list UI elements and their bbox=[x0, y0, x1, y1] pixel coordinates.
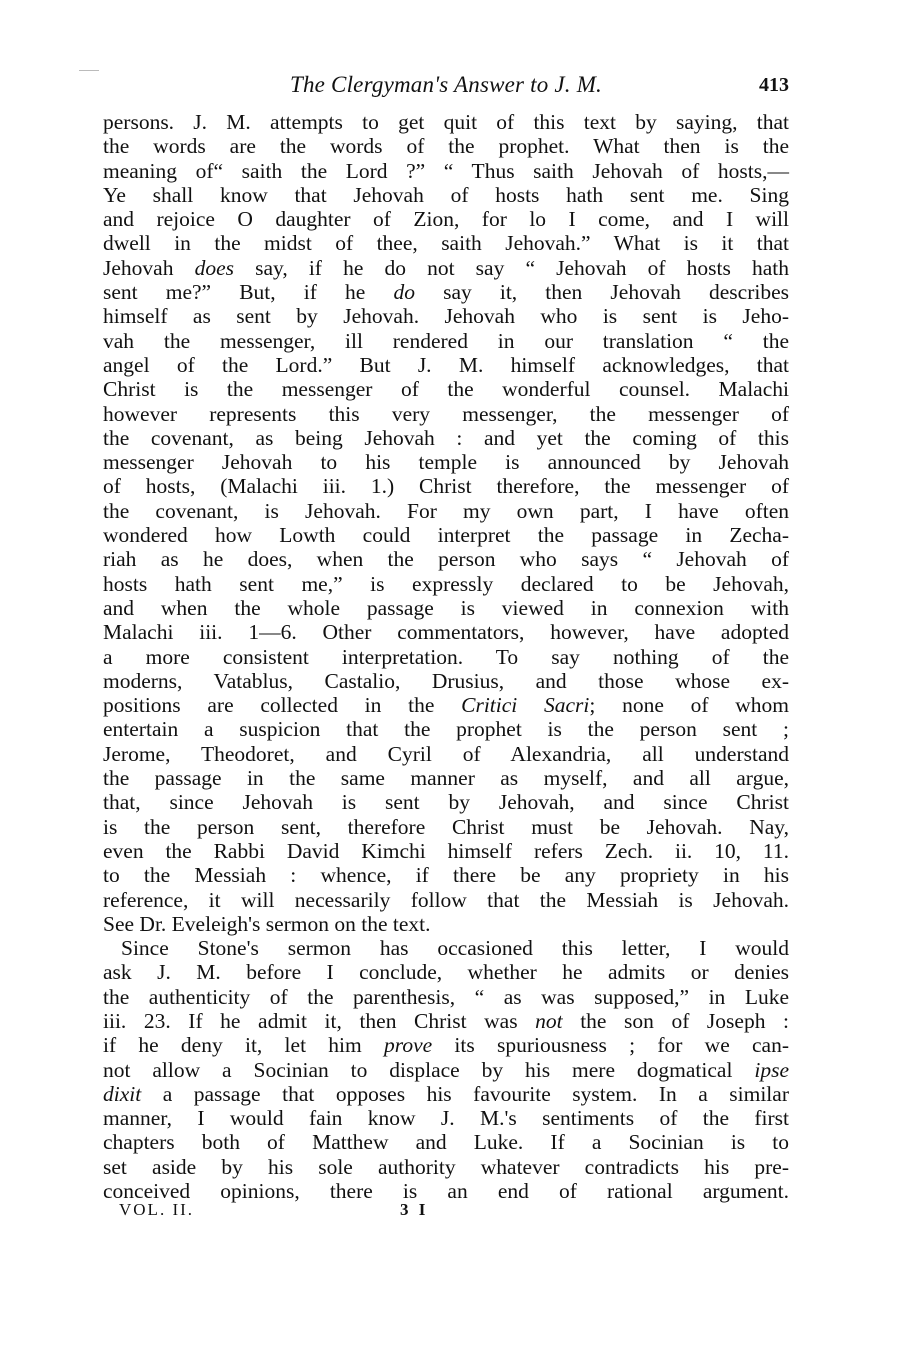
scan-artifact-line bbox=[79, 70, 99, 71]
text-line: the authenticity of the parenthesis, “ as was supposed,” in Luke bbox=[103, 984, 789, 1009]
page-footer bbox=[103, 1200, 789, 1224]
text-run: say, if he do not say “ Jehovah of hosts hath bbox=[233, 255, 789, 280]
text-line: entertain a suspicion that the prophet is the person sent ; bbox=[103, 717, 789, 742]
text-line: himself as sent by Jehovah. Jehovah who is sent is Jeho- bbox=[103, 304, 789, 329]
text-run: positions are collected in the bbox=[103, 693, 462, 718]
text-line bbox=[103, 280, 789, 304]
text-run: if he deny it, let him bbox=[103, 1033, 384, 1058]
text-line bbox=[103, 693, 789, 717]
text-line: Since Stone's sermon has occasioned this letter, I would bbox=[121, 936, 789, 961]
text-line bbox=[103, 1082, 789, 1106]
text-line: the covenant, as being Jehovah : and yet the coming of this bbox=[103, 425, 789, 450]
page-number: 413 bbox=[759, 74, 789, 96]
italic-text-run: dixit bbox=[103, 1081, 142, 1106]
text-line: conceived opinions, there is an end of rational argument. bbox=[103, 1179, 789, 1204]
text-line: to the Messiah : whence, if there be any propriety in his bbox=[103, 863, 789, 888]
text-line: Malachi iii. 1—6. Other commentators, however, have adopted bbox=[103, 620, 789, 645]
text-line bbox=[103, 1058, 789, 1082]
body-text bbox=[103, 110, 789, 1203]
text-line: even the Rabbi David Kimchi himself refers Zech. ii. 10, 11. bbox=[103, 838, 789, 863]
text-run: a passage that opposes his favourite system. In a similar bbox=[141, 1081, 789, 1106]
italic-text-run: does bbox=[194, 255, 234, 280]
text-run: its spuriousness ; for we can- bbox=[432, 1033, 789, 1058]
text-run: say it, then Jehovah describes bbox=[414, 280, 789, 305]
text-run: not allow a Socinian to displace by his mere dogmatical bbox=[103, 1057, 755, 1082]
text-line: See Dr. Eveleigh's sermon on the text. bbox=[103, 911, 431, 936]
text-line: Ye shall know that Jehovah of hosts hath sent me. Sing bbox=[103, 182, 789, 207]
text-run: Jehovah bbox=[103, 255, 195, 280]
text-line: set aside by his sole authority whatever contradicts his pre- bbox=[103, 1154, 789, 1179]
text-line: and rejoice O daughter of Zion, for lo I come, and I will bbox=[103, 207, 789, 232]
volume-label: VOL. II. bbox=[119, 1200, 195, 1219]
text-line bbox=[103, 1033, 789, 1057]
text-run: the son of Joseph : bbox=[562, 1008, 789, 1033]
text-line: is the person sent, therefore Christ must be Jehovah. Nay, bbox=[103, 814, 789, 839]
text-line: and when the whole passage is viewed in connexion with bbox=[103, 595, 789, 620]
italic-text-run: Critici Sacri bbox=[461, 693, 590, 718]
text-line: of hosts, (Malachi iii. 1.) Christ therefore, the messenger of bbox=[103, 474, 789, 499]
text-line: Jerome, Theodoret, and Cyril of Alexandria, all understand bbox=[103, 741, 789, 766]
italic-text-run: prove bbox=[384, 1033, 433, 1058]
text-line: that, since Jehovah is sent by Jehovah, and since Christ bbox=[103, 790, 789, 815]
text-line: meaning of“ saith the Lord ?” “ Thus saith Jehovah of hosts,— bbox=[103, 158, 789, 183]
italic-text-run: not bbox=[535, 1008, 563, 1033]
running-title: The Clergyman's Answer to J. M. bbox=[289, 72, 603, 97]
text-line: a more consistent interpretation. To say nothing of the bbox=[103, 644, 789, 669]
text-line bbox=[103, 1009, 789, 1033]
text-run: iii. 23. If he admit it, then Christ was bbox=[103, 1008, 536, 1033]
text-line: the passage in the same manner as myself, and all argue, bbox=[103, 766, 789, 791]
text-line: wondered how Lowth could interpret the passage in Zecha- bbox=[103, 523, 789, 548]
text-line: ask J. M. before I conclude, whether he admits or denies bbox=[103, 960, 789, 985]
text-line: hosts hath sent me,” is expressly declared to be Jehovah, bbox=[103, 571, 789, 596]
text-line: chapters both of Matthew and Luke. If a Socinian is to bbox=[103, 1130, 789, 1155]
text-line: the words are the words of the prophet. What then is the bbox=[103, 134, 789, 159]
text-line: manner, I would fain know J. M.'s sentiments of the first bbox=[103, 1106, 789, 1131]
text-line: the covenant, is Jehovah. For my own part, I have often bbox=[103, 498, 789, 523]
italic-text-run: ipse bbox=[754, 1057, 789, 1082]
text-line: however represents this very messenger, the messenger of bbox=[103, 401, 789, 426]
text-line: riah as he does, when the person who says “ Jehovah of bbox=[103, 547, 789, 572]
signature-mark: 3 I bbox=[400, 1200, 429, 1219]
text-line: reference, it will necessarily follow that the Messiah is Jehovah. bbox=[103, 887, 789, 912]
text-line: dwell in the midst of thee, saith Jehovah.” What is it that bbox=[103, 231, 789, 256]
text-line bbox=[103, 256, 789, 280]
text-line: angel of the Lord.” But J. M. himself acknowledges, that bbox=[103, 352, 789, 377]
text-line: messenger Jehovah to his temple is announced by Jehovah bbox=[103, 450, 789, 475]
text-line: vah the messenger, ill rendered in our translation “ the bbox=[103, 328, 789, 353]
text-line: Christ is the messenger of the wonderful counsel. Malachi bbox=[103, 377, 789, 402]
running-head bbox=[103, 72, 789, 102]
text-line: moderns, Vatablus, Castalio, Drusius, and those whose ex- bbox=[103, 668, 789, 693]
text-line: persons. J. M. attempts to get quit of this text by saying, that bbox=[103, 110, 789, 134]
text-run: ; none of whom bbox=[589, 693, 789, 718]
text-run: sent me?” But, if he bbox=[103, 280, 394, 305]
italic-text-run: do bbox=[393, 280, 415, 305]
